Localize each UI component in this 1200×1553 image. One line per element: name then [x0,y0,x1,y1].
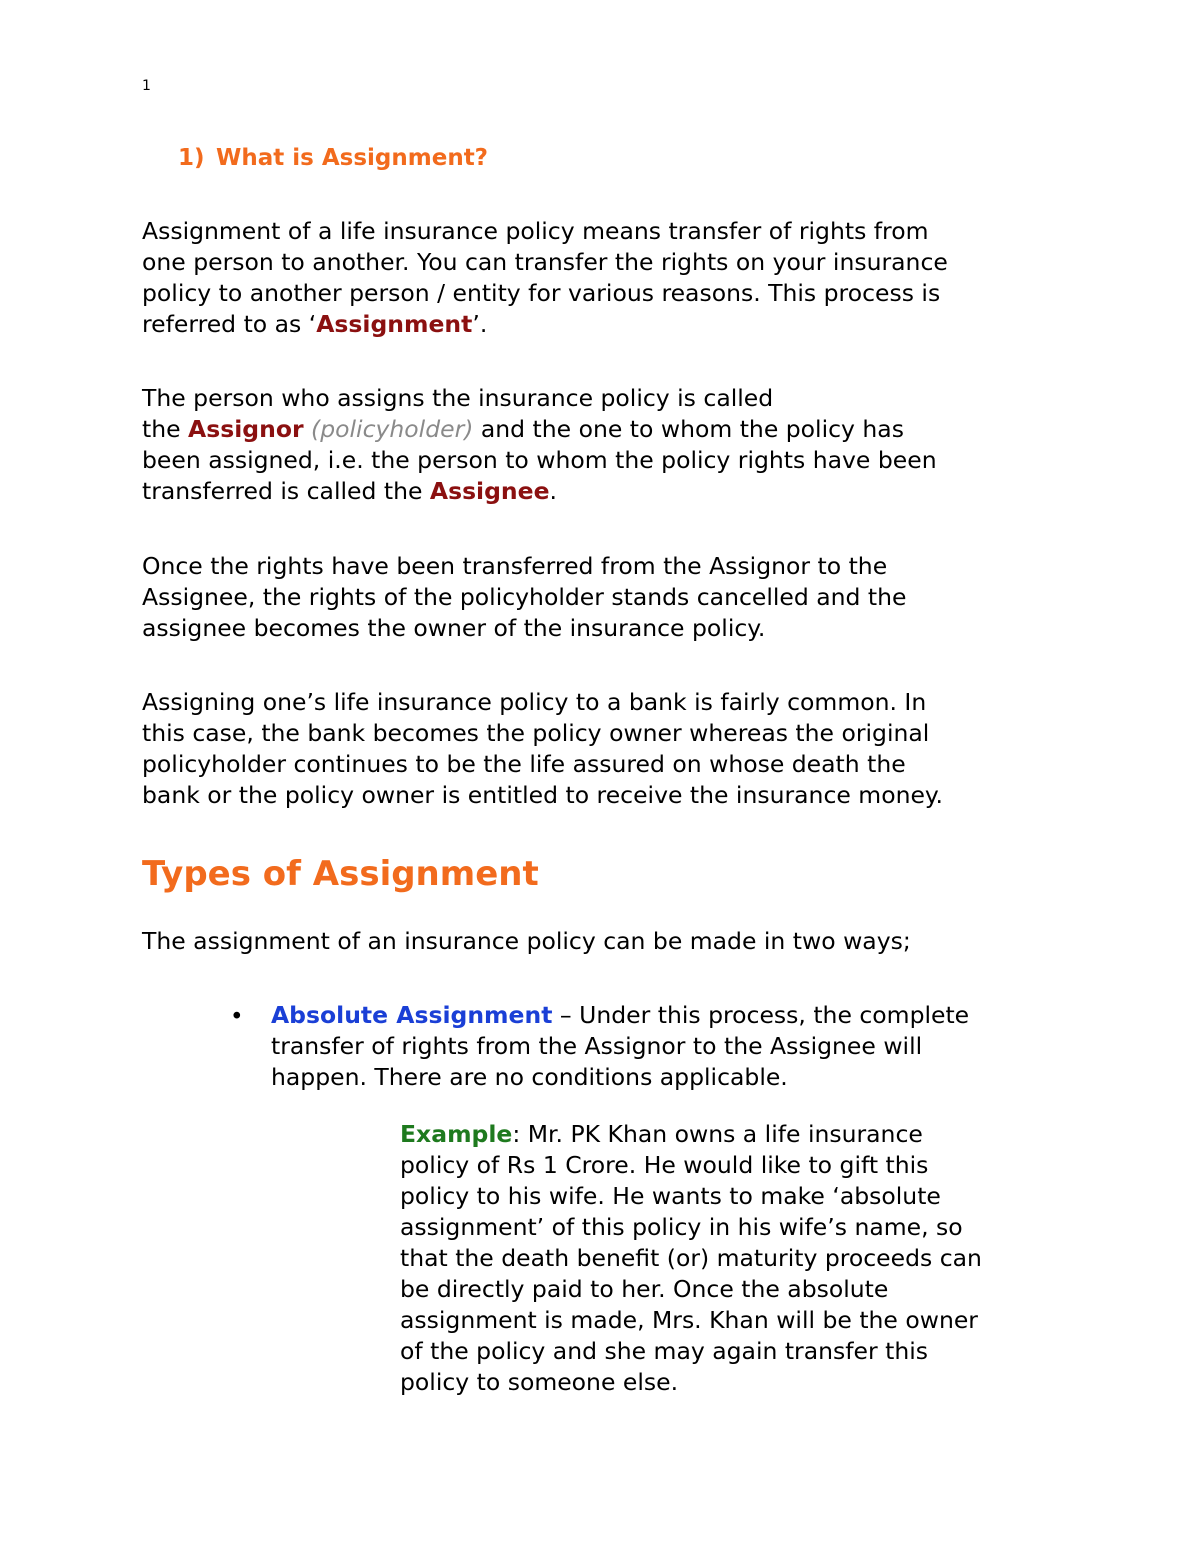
section-title: What is Assignment? [216,145,489,171]
example-label: Example [400,1120,513,1148]
text-fragment: transferred is called the [142,477,430,505]
paragraph-definition [142,216,1082,340]
text-line: that the death benefit (or) maturity proceeds can [400,1244,982,1272]
text-line: The assignment of an insurance policy can be made in two ways; [142,927,911,955]
text-line: policyholder continues to be the life assured on whose death the [142,750,906,778]
paragraph-assignor-assignee [142,383,1082,507]
text-fragment: and the one to whom the policy has [473,415,904,443]
paragraph-bank-assignment [142,687,1082,811]
list-item-absolute-assignment [271,1000,969,1093]
term-assignee: Assignee [429,477,550,505]
example-block [400,1119,982,1398]
text-line [142,414,1082,445]
text-line: The person who assigns the insurance policy is called [142,384,774,412]
text-line: Assignee, the rights of the policyholder stands cancelled and the [142,583,907,611]
text-line: been assigned, i.e. the person to whom the policy rights have been [142,446,937,474]
text-line: Assigning one’s life insurance policy to a bank is fairly common. In [142,688,927,716]
text-line: assignment’ of this policy in his wife’s name, so [400,1213,963,1241]
section-heading-what-is-assignment [178,142,488,174]
text-line: Assignment of a life insurance policy means transfer of rights from [142,217,929,245]
text-line: assignment is made, Mrs. Khan will be the owner [400,1306,978,1334]
text-line: happen. There are no conditions applicable. [271,1063,788,1091]
text-line: this case, the bank becomes the policy owner whereas the original [142,719,930,747]
text-fragment: : Mr. PK Khan owns a life insurance [512,1120,923,1148]
paragraph-two-ways [142,926,1082,957]
page-number: 1 [142,78,151,94]
text-line: policy to someone else. [400,1368,679,1396]
text-line: one person to another. You can transfer the rights on your insurance [142,248,948,276]
text-line: assignee becomes the owner of the insurance policy. [142,614,766,642]
text-line [400,1119,982,1150]
text-line [142,309,1082,340]
section-number: 1) [178,145,205,171]
paragraph-rights-transfer [142,551,1082,644]
text-fragment [304,415,311,443]
term-absolute-assignment: Absolute Assignment [271,1001,553,1029]
bullet-icon: • [230,1004,244,1030]
text-line: be directly paid to her. Once the absolute [400,1275,889,1303]
text-line: policy to his wife. He wants to make ‘absolute [400,1182,941,1210]
text-line: transfer of rights from the Assignor to the Assignee will [271,1032,923,1060]
text-line: policy of Rs 1 Crore. He would like to gift this [400,1151,929,1179]
aside-policyholder: (policyholder) [311,415,474,443]
text-line: of the policy and she may again transfer this [400,1337,928,1365]
text-fragment: the [142,415,189,443]
text-fragment: referred to as ‘ [142,310,317,338]
text-line: Once the rights have been transferred from the Assignor to the [142,552,888,580]
text-line: policy to another person / entity for various reasons. This process is [142,279,941,307]
text-fragment: . [549,477,558,505]
text-fragment: – Under this process, the complete [552,1001,970,1029]
text-line [142,476,1082,507]
term-assignor: Assignor [188,415,304,443]
text-line [271,1000,969,1031]
text-fragment: ’. [472,310,488,338]
text-line: bank or the policy owner is entitled to receive the insurance money. [142,781,943,809]
section-heading-types-of-assignment: Types of Assignment [142,854,539,894]
term-assignment: Assignment [316,310,473,338]
